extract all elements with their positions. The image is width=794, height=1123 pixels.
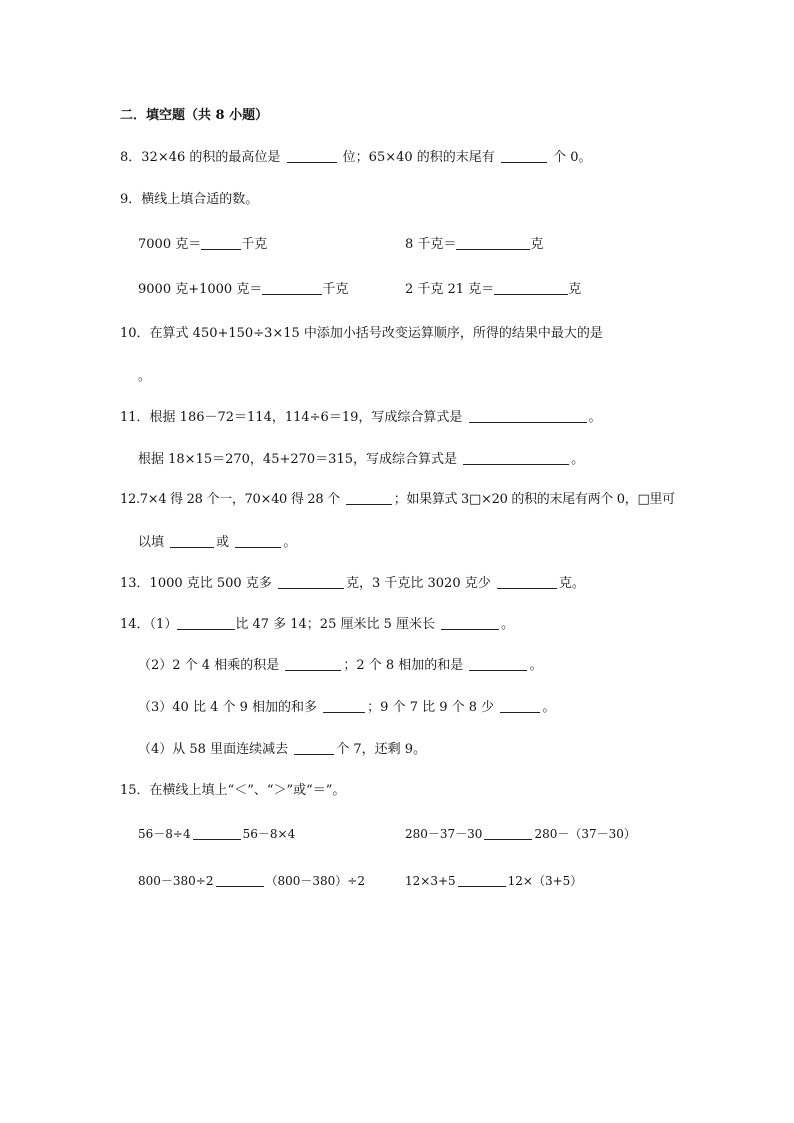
q15-r2a-pre: 800－380÷2 — [138, 874, 214, 888]
q15-r2a-post: （800－380）÷2 — [265, 874, 365, 888]
q11-l2-pre: 根据 18×15＝270，45+270＝315，写成综合算式是 — [138, 452, 457, 467]
q9-blank-4[interactable] — [494, 282, 568, 295]
q13-text-c: 克。 — [558, 576, 585, 591]
q9-r1b-post: 克 — [530, 237, 544, 252]
q9-blank-2[interactable] — [456, 237, 530, 250]
q13-text-b: 克，3 千克比 3020 克少 — [345, 576, 491, 591]
q14-l1-post: 。 — [501, 617, 515, 632]
q9-r2a-pre: 9000 克+1000 克＝ — [138, 282, 263, 297]
q9-r1a-pre: 7000 克＝ — [138, 237, 202, 252]
q14-l3-pre: （3）40 比 4 个 9 相加的和多 — [138, 700, 318, 715]
q12-l2-pre: 以填 — [138, 535, 165, 550]
question-8 — [120, 150, 591, 166]
q9-row2-left — [138, 282, 348, 298]
q13-blank-2[interactable] — [497, 576, 557, 589]
q15-blank-2[interactable] — [484, 827, 532, 840]
q15-row1-right — [405, 826, 636, 842]
q14-blank-5[interactable] — [323, 700, 365, 713]
q13-blank-1[interactable] — [278, 576, 344, 589]
section-title: 二．填空题（共 8 小题） — [120, 108, 269, 123]
q12-blank-3[interactable] — [235, 535, 281, 548]
q14-l2-post: 。 — [529, 658, 543, 673]
q12-blank-1[interactable] — [346, 492, 392, 505]
q11-blank-1[interactable] — [469, 410, 587, 423]
q10-cont: 。 — [138, 369, 152, 384]
q14-l4-post: 个 7，还剩 9。 — [336, 742, 427, 757]
q8-text-b: 位；65×40 的积的末尾有 — [342, 150, 495, 165]
q12-l1-post: ；如果算式 3□×20 的积的末尾有两个 0，□里可 — [393, 492, 675, 507]
q8-text-c: 个 0。 — [553, 150, 592, 165]
q9-stem: 9．横线上填合适的数。 — [120, 192, 259, 207]
q9-r1a-post: 千克 — [241, 237, 268, 252]
q14-l4-pre: （4）从 58 里面连续减去 — [138, 742, 289, 757]
q9-r2b-pre: 2 千克 21 克＝ — [405, 282, 495, 297]
q14-l1-mid: 比 47 多 14；25 厘米比 5 厘米长 — [235, 617, 436, 632]
q15-row2-left — [138, 873, 365, 889]
q15-row1-left — [138, 826, 295, 842]
q8-blank-1[interactable] — [287, 150, 337, 163]
q12-line-2 — [138, 535, 296, 551]
q11-l1-pre: 11．根据 186－72＝114，114÷6＝19，写成综合算式是 — [120, 410, 463, 425]
q11-l2-post: 。 — [571, 452, 585, 467]
q14-line-2 — [138, 658, 542, 674]
q12-blank-2[interactable] — [170, 535, 214, 548]
q11-l1-post: 。 — [588, 410, 602, 425]
q14-blank-1[interactable] — [177, 617, 235, 630]
q14-blank-6[interactable] — [500, 700, 540, 713]
q14-line-3 — [138, 700, 555, 716]
q11-blank-2[interactable] — [463, 452, 569, 465]
q8-blank-2[interactable] — [501, 150, 547, 163]
q14-l3-mid: ；9 个 7 比 9 个 8 少 — [367, 700, 495, 715]
q15-r2b-post: 12×（3+5） — [507, 874, 583, 888]
q14-line-4 — [138, 742, 426, 758]
q12-l2-post: 。 — [283, 535, 297, 550]
q9-blank-3[interactable] — [262, 282, 322, 295]
q14-blank-4[interactable] — [469, 658, 527, 671]
q12-l1-pre: 12.7×4 得 28 个一，70×40 得 28 个 — [120, 492, 340, 507]
q15-row2-right — [405, 873, 582, 889]
q14-blank-7[interactable] — [294, 742, 334, 755]
q15-blank-3[interactable] — [216, 874, 264, 887]
q9-row1-left — [138, 237, 267, 253]
q12-line-1 — [120, 492, 675, 508]
q15-blank-1[interactable] — [193, 827, 241, 840]
q15-stem: 15．在横线上填上“＜”、“＞”或“＝”。 — [120, 783, 346, 798]
q15-r2b-pre: 12×3+5 — [405, 874, 456, 888]
q12-l2-mid: 或 — [216, 535, 230, 550]
q10-stem: 10．在算式 450+150÷3×15 中添加小括号改变运算顺序，所得的结果中最大的是 — [120, 326, 603, 341]
q9-r1b-pre: 8 千克＝ — [405, 237, 457, 252]
q14-l2-mid: ；2 个 8 相加的和是 — [343, 658, 464, 673]
q8-text-a: 8．32×46 的积的最高位是 — [120, 150, 281, 165]
q14-blank-3[interactable] — [285, 658, 341, 671]
q9-row1-right — [405, 237, 543, 253]
q11-line-2 — [138, 452, 584, 468]
q13-text-a: 13．1000 克比 500 克多 — [120, 576, 272, 591]
q15-r1b-post: 280－（37－30） — [534, 827, 636, 841]
q15-r1b-pre: 280－37－30 — [405, 827, 483, 841]
q14-l2-pre: （2）2 个 4 相乘的积是 — [138, 658, 280, 673]
q14-l1-pre: 14．（1） — [120, 617, 178, 632]
q14-blank-2[interactable] — [441, 617, 499, 630]
q9-row2-right — [405, 282, 581, 298]
q9-r2b-post: 克 — [568, 282, 582, 297]
q9-r2a-post: 千克 — [322, 282, 349, 297]
q15-r1a-post: 56－8×4 — [242, 827, 296, 841]
q15-blank-4[interactable] — [458, 874, 506, 887]
q14-line-1 — [120, 617, 514, 633]
q9-blank-1[interactable] — [201, 237, 241, 250]
q11-line-1 — [120, 410, 602, 426]
q14-l3-post: 。 — [542, 700, 556, 715]
q15-r1a-pre: 56－8÷4 — [138, 827, 191, 841]
question-13 — [120, 576, 585, 592]
